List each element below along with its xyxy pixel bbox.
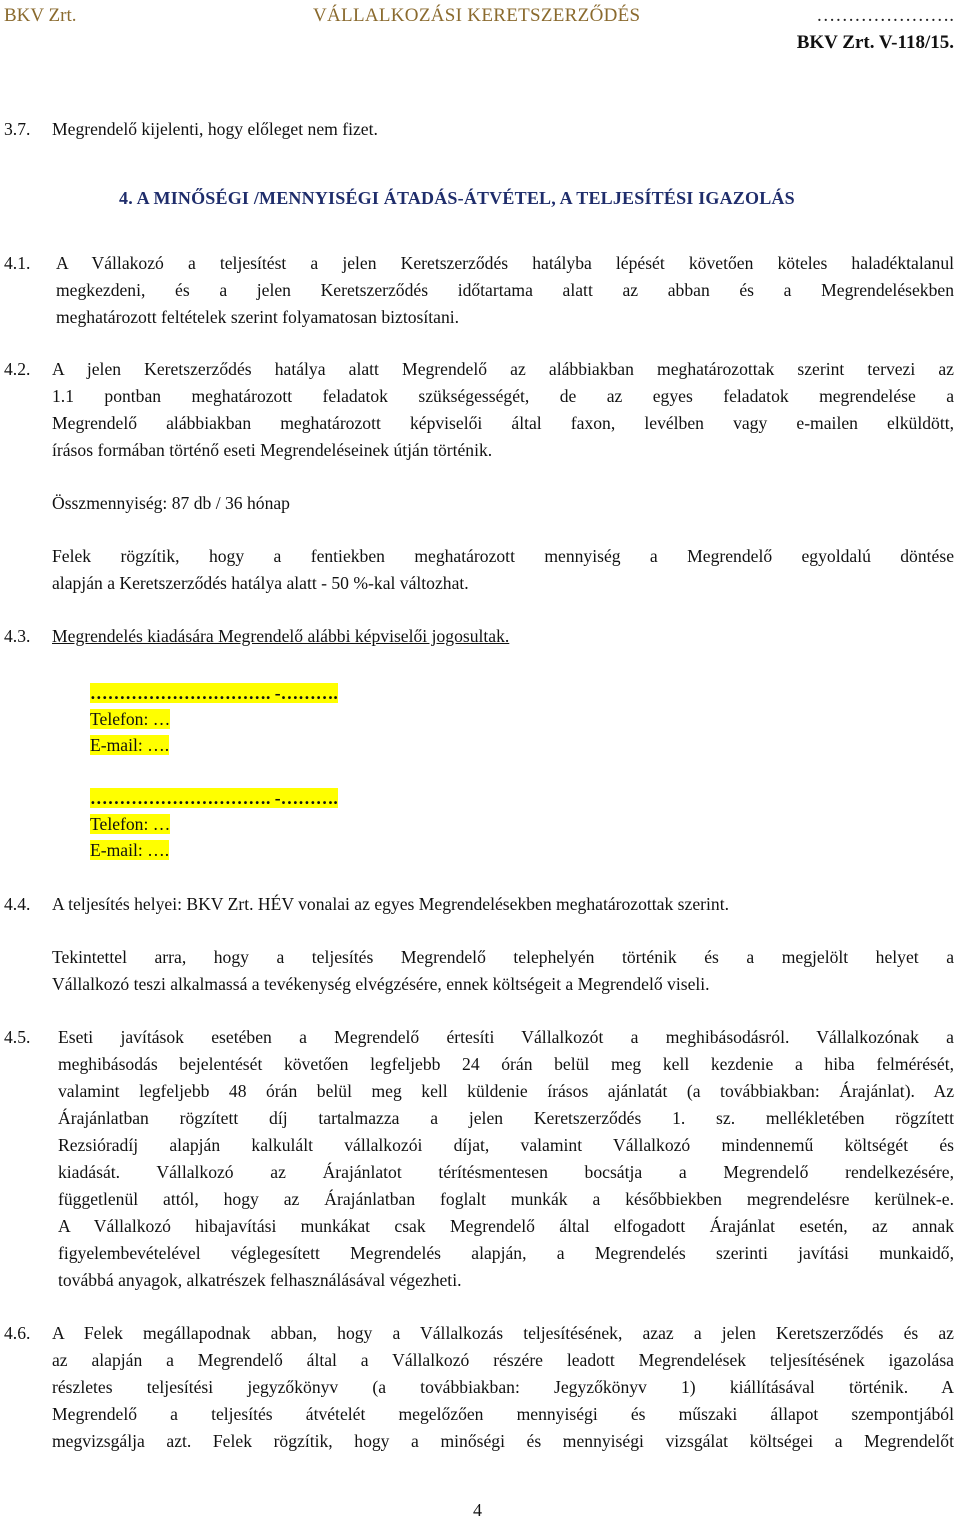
section-4-1-number: 4.1. bbox=[4, 253, 31, 273]
section-4-2-note-line-1: Felek rögzítik, hogy a fentiekben meghatározott mennyiség a Megrendelő egyoldalú döntése bbox=[52, 546, 954, 566]
section-4-5-line-2: meghibásodás bejelentését követően legfeljebb 24 órán belül meg kell kezdenie a hiba felmérését, bbox=[58, 1054, 954, 1074]
section-4-5-line-8: A Vállalkozó hibajavítási munkákat csak Megrendelő által elfogadott Árajánlat esetén, az annak bbox=[58, 1216, 954, 1236]
section-4-5-line-4: Árajánlatban rögzített díj tartalmazza a jelen Keretszerződés 1. sz. mellékletében rögzített bbox=[58, 1108, 954, 1128]
contact-2-phone: Telefon: … bbox=[90, 814, 171, 834]
section-4-5-number: 4.5. bbox=[4, 1027, 31, 1047]
contact-1-email: E-mail: …. bbox=[90, 735, 170, 755]
section-4-3-number: 4.3. bbox=[4, 626, 31, 646]
section-4-6-line-4: Megrendelő a teljesítés átvételét megelőzően mennyiségi és műszaki állapot szempontjából bbox=[52, 1404, 954, 1424]
section-4-1-line-2: megkezdeni, és a jelen Keretszerződés időtartama alatt az abban és a Megrendelésekben bbox=[56, 280, 954, 300]
section-4-6-line-5: megvizsgálja azt. Felek rögzítik, hogy a minőségi és mennyiségi vizsgálat költségei a Megrendelőt bbox=[52, 1431, 954, 1451]
section-4-6-line-2: az alapján a Megrendelő által a Vállalkozó részére leadott Megrendelések teljesítésének igazolása bbox=[52, 1350, 954, 1370]
section-4-1-line-1: A Vállakozó a teljesítést a jelen Keretszerződés hatályba lépését követően köteles haladéktalanul bbox=[56, 253, 954, 273]
section-4-6-number: 4.6. bbox=[4, 1323, 31, 1343]
section-4-6-line-1: A Felek megállapodnak abban, hogy a Vállalkozás teljesítésének, azaz a jelen Keretszerződés és az bbox=[52, 1323, 954, 1343]
section-3-7-number: 3.7. bbox=[4, 119, 31, 139]
header-document-code: BKV Zrt. V-118/15. bbox=[796, 32, 954, 53]
section-4-6-line-3: részletes teljesítési jegyzőkönyv (a továbbiakban: Jegyzőkönyv 1) kiállításával történik. A bbox=[52, 1377, 954, 1397]
contact-1-phone: Telefon: … bbox=[90, 709, 171, 729]
contact-1-name: …………………………. -………. bbox=[90, 683, 338, 703]
section-4-2-note-line-2: alapján a Keretszerződés hatálya alatt - 50 %-kal változhat. bbox=[52, 573, 469, 593]
section-4-5-line-6: kiadását. Vállalkozó az Árajánlatot térítésmentesen bocsátja a Megrendelő rendelkezésére, bbox=[58, 1162, 954, 1182]
section-4-5-line-7: függetlenül attól, hogy az Árajánlatban foglalt munkák a későbbiekben megrendelésre kerülnek-e. bbox=[58, 1189, 954, 1209]
section-4-5-line-9: figyelembevételével véglegesített Megrendelés alapján, a Megrendelés szerinti javítási munkaidő, bbox=[58, 1243, 954, 1263]
section-4-5-line-1: Eseti javítások esetében a Megrendelő értesíti Vállalkozót a meghibásodásról. Vállalkozónak a bbox=[58, 1027, 954, 1047]
section-4-2-line-1: A jelen Keretszerződés hatálya alatt Megrendelő az alábbiakban meghatározottak szerint tervezi az bbox=[52, 359, 954, 379]
section-4-3-text: Megrendelés kiadására Megrendelő alábbi képviselői jogosultak. bbox=[52, 626, 510, 646]
quantity-total: Összmennyiség: 87 db / 36 hónap bbox=[52, 493, 290, 513]
section-4-heading: 4. A MINŐSÉGI /MENNYISÉGI ÁTADÁS-ÁTVÉTEL, A TELJESÍTÉSI IGAZOLÁS bbox=[119, 188, 795, 208]
section-4-2-number: 4.2. bbox=[4, 359, 31, 379]
header-company: BKV Zrt. bbox=[4, 5, 77, 26]
section-4-5-line-10: továbbá anyagok, alkatrészek felhasználásával végezheti. bbox=[58, 1270, 462, 1290]
section-4-4-note-line-1: Tekintettel arra, hogy a teljesítés Megrendelő telephelyén történik és a megjelölt helyet a bbox=[52, 947, 954, 967]
section-4-4-note-line-2: Vállalkozó teszi alkalmassá a tevékenység elvégzésére, ennek költségeit a Megrendelő viseli. bbox=[52, 974, 710, 994]
contact-2-email: E-mail: …. bbox=[90, 840, 170, 860]
section-4-4-number: 4.4. bbox=[4, 894, 31, 914]
section-4-5-line-3: valamint legfeljebb 48 órán belül meg kell küldenie írásos ajánlatát (a továbbiakban: Árajánlat). Az bbox=[58, 1081, 954, 1101]
section-3-7-text: Megrendelő kijelenti, hogy előleget nem fizet. bbox=[52, 119, 378, 139]
section-4-2-line-2: 1.1 pontban meghatározott feladatok szükségességét, de az egyes feladatok megrendelése a bbox=[52, 386, 954, 406]
section-4-1-line-3: meghatározott feltételek szerint folyamatosan biztosítani. bbox=[56, 307, 460, 327]
section-4-5-line-5: Rezsióradíj alapján kalkulált vállalkozói díjat, valamint Vállalkozó mindennemű költségét és bbox=[58, 1135, 954, 1155]
header-document-title: VÁLLALKOZÁSI KERETSZERZŐDÉS bbox=[313, 5, 641, 26]
header-dots: …………………. bbox=[816, 5, 954, 26]
section-4-2-line-3: Megrendelő alábbiakban meghatározott képviselői által faxon, levélben vagy e-mailen elküldött, bbox=[52, 413, 954, 433]
section-4-2-line-4: írásos formában történő eseti Megrendeléseinek útján történik. bbox=[52, 440, 493, 460]
contact-2-name: …………………………. -………. bbox=[90, 788, 338, 808]
page-number: 4 bbox=[473, 1500, 482, 1520]
section-4-4-text: A teljesítés helyei: BKV Zrt. HÉV vonalai az egyes Megrendelésekben meghatározottak szerint. bbox=[52, 894, 729, 914]
